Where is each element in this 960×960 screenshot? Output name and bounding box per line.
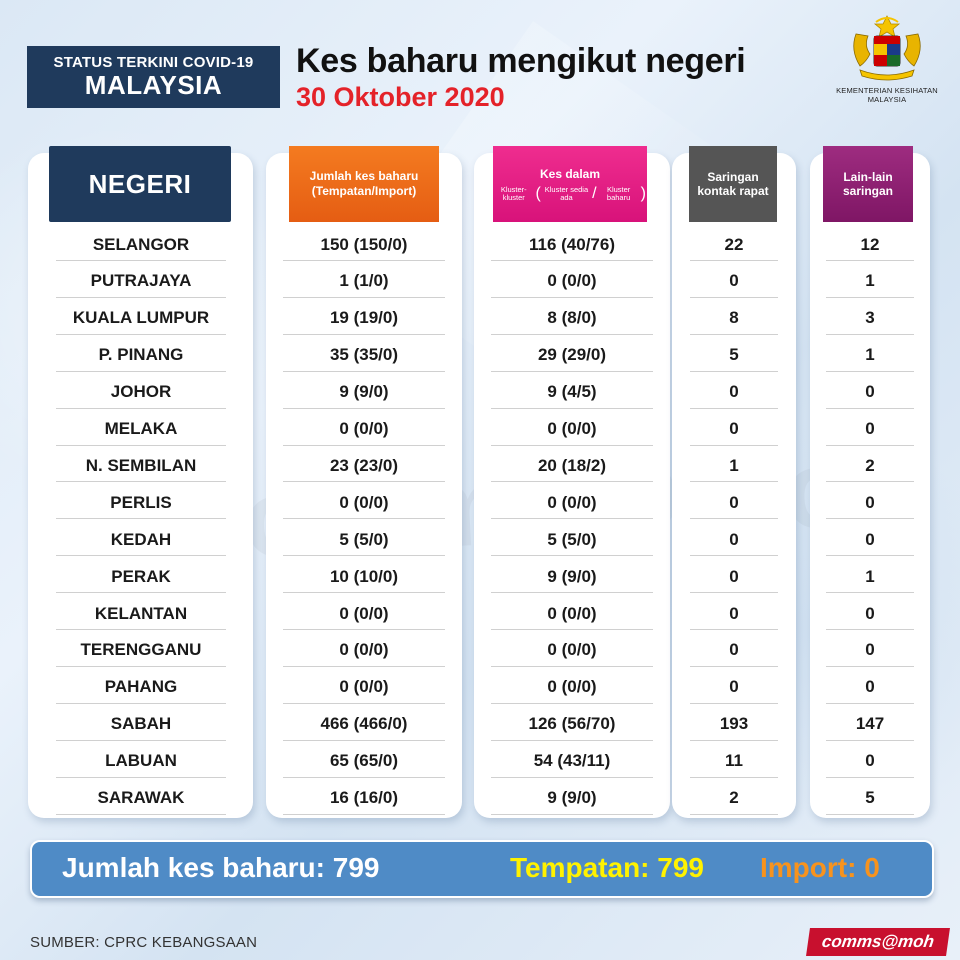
- table-cell-jumlah: [283, 706, 445, 743]
- table-cell-kes: [491, 706, 653, 743]
- cell-value: 0 (0/0): [547, 640, 597, 660]
- separator-paren: ): [640, 184, 646, 202]
- table-cell-negeri: [56, 263, 226, 300]
- row-divider: [690, 592, 778, 593]
- header-saringan: Saringan kontak rapat: [689, 146, 777, 222]
- table-cell-lain: [826, 411, 914, 448]
- cell-value: 5: [865, 788, 875, 807]
- table-cell-kes: [491, 669, 653, 706]
- row-divider: [491, 334, 653, 335]
- cell-value: 0 (0/0): [547, 603, 597, 623]
- row-divider: [690, 814, 778, 815]
- table-cell-saringan: [690, 300, 778, 337]
- cell-value: 0: [729, 271, 739, 291]
- cell-value: 0 (0/0): [547, 492, 597, 512]
- cell-value: 1: [729, 455, 739, 475]
- cell-value: 5: [729, 345, 739, 365]
- cell-value: 150 (150/0): [320, 234, 408, 254]
- table-cell-jumlah: [283, 558, 445, 595]
- table-cell-negeri: [56, 226, 226, 263]
- table-cell-kes: [491, 374, 653, 411]
- cell-value: 8: [729, 308, 739, 328]
- brand-logo: comms@moh: [806, 928, 950, 956]
- cell-value: 0: [729, 677, 739, 697]
- separator-slash: /: [592, 184, 597, 202]
- cell-value: 9 (9/0): [547, 788, 597, 807]
- cell-value: 0 (0/0): [547, 677, 597, 697]
- table-cell-kes: [491, 521, 653, 558]
- cell-value: 0 (0/0): [547, 419, 597, 438]
- table-cell-saringan: [690, 411, 778, 448]
- cell-value: 0: [865, 640, 875, 660]
- cell-value: 0: [729, 529, 739, 549]
- table-cell-saringan: [690, 263, 778, 300]
- status-badge: [27, 46, 280, 108]
- table-cell-lain: [826, 669, 914, 706]
- cell-value: 0: [729, 566, 739, 586]
- cell-value: 11: [725, 751, 743, 771]
- table-cell-jumlah: [283, 337, 445, 374]
- table-cell-lain: [826, 632, 914, 669]
- cell-value: 65 (65/0): [329, 751, 399, 771]
- table-cell-lain: [826, 706, 914, 743]
- row-divider: [283, 260, 445, 261]
- row-divider: [690, 666, 778, 667]
- row-divider: [491, 260, 653, 261]
- cell-value: 193: [719, 714, 749, 734]
- row-divider: [56, 371, 226, 372]
- row-divider: [690, 260, 778, 261]
- table-cell-jumlah: [283, 521, 445, 558]
- cell-value: 116 (40/76): [528, 234, 615, 254]
- table-cell-negeri: [56, 411, 226, 448]
- table-cell-saringan: [690, 226, 778, 263]
- row-divider: [56, 481, 226, 482]
- row-divider: [826, 518, 914, 519]
- cell-value: 147: [855, 714, 885, 734]
- row-divider: [56, 703, 226, 704]
- cell-value: MELAKA: [104, 419, 178, 438]
- cell-value: 19 (19/0): [329, 308, 399, 328]
- table-cell-lain: [826, 484, 914, 521]
- header-kes-dalam-title: Kes dalam: [539, 166, 601, 181]
- table-cell-kes: [491, 743, 653, 780]
- cell-value: KEDAH: [110, 529, 172, 549]
- table-cell-kes: [491, 300, 653, 337]
- table-cell-jumlah: [283, 595, 445, 632]
- cell-value: 1 (1/0): [339, 271, 389, 291]
- row-divider: [826, 297, 914, 298]
- row-divider: [491, 445, 653, 446]
- row-divider: [56, 666, 226, 667]
- table-cell-kes: [491, 447, 653, 484]
- table-cell-saringan: [690, 447, 778, 484]
- table-cell-lain: [826, 743, 914, 780]
- row-divider: [826, 592, 914, 593]
- cell-value: 466 (466/0): [320, 714, 408, 734]
- total-cases: Jumlah kes baharu: 799: [62, 852, 380, 883]
- table-cell-saringan: [690, 706, 778, 743]
- row-divider: [283, 592, 445, 593]
- row-divider: [491, 629, 653, 630]
- row-divider: [283, 777, 445, 778]
- cell-value: KELANTAN: [94, 603, 188, 623]
- table-cell-lain: [826, 226, 914, 263]
- row-divider: [56, 297, 226, 298]
- table-cell-saringan: [690, 337, 778, 374]
- row-divider: [283, 703, 445, 704]
- row-divider: [690, 629, 778, 630]
- row-divider: [826, 334, 914, 335]
- source-label: SUMBER: CPRC KEBANGSAAN: [30, 934, 258, 951]
- row-divider: [56, 814, 226, 815]
- cell-value: PAHANG: [104, 677, 178, 697]
- table-cell-saringan: [690, 374, 778, 411]
- row-divider: [690, 371, 778, 372]
- header-lain: Lain-lain saringan: [823, 146, 913, 222]
- table-cell-lain: [826, 595, 914, 632]
- total-local: Tempatan: 799: [510, 852, 704, 883]
- table-cell-jumlah: [283, 226, 445, 263]
- cell-value: 1: [865, 566, 875, 586]
- page-date: 30 Oktober 2020: [296, 82, 505, 112]
- row-divider: [283, 445, 445, 446]
- row-divider: [491, 703, 653, 704]
- table-cell-kes: [491, 411, 653, 448]
- cell-value: 16 (16/0): [329, 788, 399, 807]
- table-cell-jumlah: [283, 300, 445, 337]
- cell-value: SABAH: [110, 714, 172, 734]
- cell-value: 35 (35/0): [329, 345, 399, 365]
- header-kes-dalam: [493, 146, 647, 222]
- total-import: Import: 0: [760, 852, 880, 883]
- row-divider: [826, 777, 914, 778]
- table-cell-kes: [491, 780, 653, 817]
- table-cell-negeri: [56, 780, 226, 817]
- table-cell-negeri: [56, 743, 226, 780]
- table-cell-kes: [491, 226, 653, 263]
- header-kes-sub-1: Kluster-kluster: [500, 184, 527, 202]
- cell-value: 0: [865, 419, 875, 438]
- cell-value: 1: [865, 345, 875, 365]
- cell-value: PERLIS: [110, 492, 172, 512]
- cell-value: 0: [729, 419, 739, 438]
- cell-value: 2: [729, 788, 739, 807]
- table-cell-jumlah: [283, 374, 445, 411]
- table-cell-lain: [826, 300, 914, 337]
- cell-value: 0 (0/0): [339, 640, 389, 660]
- cell-value: JOHOR: [110, 382, 172, 402]
- cell-value: 23 (23/0): [329, 455, 399, 475]
- table-cell-negeri: [56, 300, 226, 337]
- cell-value: 5 (5/0): [339, 529, 389, 549]
- row-divider: [283, 371, 445, 372]
- cell-value: PUTRAJAYA: [90, 271, 192, 291]
- row-divider: [491, 371, 653, 372]
- table-cell-saringan: [690, 669, 778, 706]
- table-cell-jumlah: [283, 484, 445, 521]
- cell-value: 0: [865, 603, 875, 623]
- row-divider: [690, 777, 778, 778]
- cell-value: 0 (0/0): [339, 419, 389, 438]
- table-cell-negeri: [56, 706, 226, 743]
- row-divider: [690, 518, 778, 519]
- cell-value: 0: [865, 382, 875, 402]
- table-cell-saringan: [690, 632, 778, 669]
- table-cell-lain: [826, 780, 914, 817]
- row-divider: [283, 518, 445, 519]
- cell-value: 1: [865, 271, 875, 291]
- row-divider: [826, 703, 914, 704]
- cell-value: 20 (18/2): [537, 455, 607, 475]
- cell-value: 0 (0/0): [547, 271, 597, 291]
- table-cell-lain: [826, 558, 914, 595]
- row-divider: [491, 555, 653, 556]
- cell-value: LABUAN: [105, 751, 177, 771]
- row-divider: [491, 481, 653, 482]
- table-cell-saringan: [690, 484, 778, 521]
- row-divider: [283, 666, 445, 667]
- coat-of-arms-icon: [846, 14, 928, 84]
- row-divider: [826, 371, 914, 372]
- row-divider: [283, 408, 445, 409]
- cell-value: 54 (43/11): [533, 751, 611, 771]
- row-divider: [690, 740, 778, 741]
- table-cell-lain: [826, 263, 914, 300]
- ministry-label: KEMENTERIAN KESIHATAN MALAYSIA: [836, 86, 938, 104]
- row-divider: [56, 777, 226, 778]
- cell-value: 0 (0/0): [339, 603, 389, 623]
- row-divider: [690, 408, 778, 409]
- cell-value: 29 (29/0): [537, 345, 607, 365]
- table-cell-jumlah: [283, 780, 445, 817]
- cell-value: 0: [729, 640, 739, 660]
- row-divider: [826, 445, 914, 446]
- row-divider: [491, 592, 653, 593]
- cell-value: 0: [729, 603, 739, 623]
- table-cell-negeri: [56, 669, 226, 706]
- table-cell-saringan: [690, 743, 778, 780]
- status-line2: MALAYSIA: [84, 70, 223, 100]
- table-cell-jumlah: [283, 263, 445, 300]
- separator-paren: (: [535, 184, 541, 202]
- row-divider: [690, 481, 778, 482]
- table-cell-jumlah: [283, 447, 445, 484]
- row-divider: [283, 814, 445, 815]
- row-divider: [283, 740, 445, 741]
- header-kes-sub-2: Kluster sedia ada: [544, 184, 589, 202]
- row-divider: [56, 629, 226, 630]
- totals-bar: [30, 840, 934, 898]
- table-cell-kes: [491, 484, 653, 521]
- cell-value: 0: [729, 382, 739, 402]
- row-divider: [56, 592, 226, 593]
- table-cell-negeri: [56, 484, 226, 521]
- cell-value: 22: [724, 234, 744, 254]
- page-title: Kes baharu mengikut negeri: [296, 42, 746, 80]
- table-cell-lain: [826, 521, 914, 558]
- cell-value: KUALA LUMPUR: [72, 308, 210, 328]
- table-cell-saringan: [690, 521, 778, 558]
- row-divider: [491, 518, 653, 519]
- row-divider: [690, 297, 778, 298]
- table-cell-negeri: [56, 521, 226, 558]
- cell-value: 0: [865, 529, 875, 549]
- table-cell-kes: [491, 595, 653, 632]
- cell-value: 0 (0/0): [339, 677, 389, 697]
- table-cell-lain: [826, 374, 914, 411]
- cell-value: 3: [865, 308, 875, 328]
- row-divider: [826, 481, 914, 482]
- row-divider: [56, 518, 226, 519]
- table-cell-negeri: [56, 632, 226, 669]
- table-cell-lain: [826, 337, 914, 374]
- cell-value: P. PINANG: [98, 345, 184, 365]
- cell-value: 10 (10/0): [329, 566, 399, 586]
- table-cell-saringan: [690, 558, 778, 595]
- table-cell-jumlah: [283, 743, 445, 780]
- row-divider: [491, 814, 653, 815]
- table-cell-negeri: [56, 595, 226, 632]
- table-cell-negeri: [56, 337, 226, 374]
- row-divider: [491, 740, 653, 741]
- row-divider: [826, 408, 914, 409]
- table-cell-kes: [491, 337, 653, 374]
- row-divider: [690, 703, 778, 704]
- cell-value: 9 (9/0): [339, 382, 389, 402]
- cell-value: TERENGGANU: [80, 640, 202, 660]
- row-divider: [56, 445, 226, 446]
- table-cell-lain: [826, 447, 914, 484]
- row-divider: [826, 666, 914, 667]
- table-cell-saringan: [690, 595, 778, 632]
- cell-value: 2: [865, 455, 875, 475]
- table-cell-jumlah: [283, 669, 445, 706]
- row-divider: [56, 260, 226, 261]
- row-divider: [690, 555, 778, 556]
- cell-value: SELANGOR: [92, 234, 190, 254]
- cell-value: N. SEMBILAN: [85, 455, 197, 475]
- row-divider: [56, 555, 226, 556]
- row-divider: [56, 740, 226, 741]
- cell-value: SARAWAK: [97, 788, 185, 807]
- row-divider: [56, 408, 226, 409]
- row-divider: [283, 481, 445, 482]
- table-cell-saringan: [690, 780, 778, 817]
- cell-value: 0: [865, 492, 875, 512]
- row-divider: [283, 334, 445, 335]
- row-divider: [283, 555, 445, 556]
- row-divider: [283, 297, 445, 298]
- cell-value: PERAK: [111, 566, 171, 586]
- table-cell-kes: [491, 558, 653, 595]
- row-divider: [56, 334, 226, 335]
- row-divider: [826, 814, 914, 815]
- row-divider: [826, 555, 914, 556]
- cell-value: 0 (0/0): [339, 492, 389, 512]
- row-divider: [491, 777, 653, 778]
- row-divider: [491, 297, 653, 298]
- table-cell-jumlah: [283, 632, 445, 669]
- cell-value: 0: [729, 492, 739, 512]
- table-cell-jumlah: [283, 411, 445, 448]
- table-cell-negeri: [56, 374, 226, 411]
- cell-value: 126 (56/70): [528, 714, 616, 734]
- table-cell-negeri: [56, 447, 226, 484]
- row-divider: [826, 740, 914, 741]
- table-cell-negeri: [56, 558, 226, 595]
- header-jumlah: Jumlah kes baharu (Tempatan/Import): [289, 146, 439, 222]
- cell-value: 5 (5/0): [547, 529, 597, 549]
- row-divider: [690, 334, 778, 335]
- row-divider: [283, 629, 445, 630]
- cell-value: 0: [865, 677, 875, 697]
- status-line1: STATUS TERKINI COVID-19: [53, 54, 254, 71]
- row-divider: [826, 260, 914, 261]
- row-divider: [491, 408, 653, 409]
- cell-value: 0: [865, 751, 875, 771]
- cell-value: 12: [860, 234, 880, 254]
- table-cell-kes: [491, 263, 653, 300]
- header-negeri: NEGERI: [49, 146, 231, 222]
- cell-value: 9 (4/5): [547, 382, 597, 402]
- row-divider: [826, 629, 914, 630]
- header-kes-sub-3: Kluster baharu: [606, 184, 631, 202]
- header-kes-dalam-subs: [493, 186, 647, 202]
- row-divider: [690, 445, 778, 446]
- table-cell-kes: [491, 632, 653, 669]
- cell-value: 9 (9/0): [547, 566, 597, 586]
- row-divider: [491, 666, 653, 667]
- cell-value: 8 (8/0): [547, 308, 597, 328]
